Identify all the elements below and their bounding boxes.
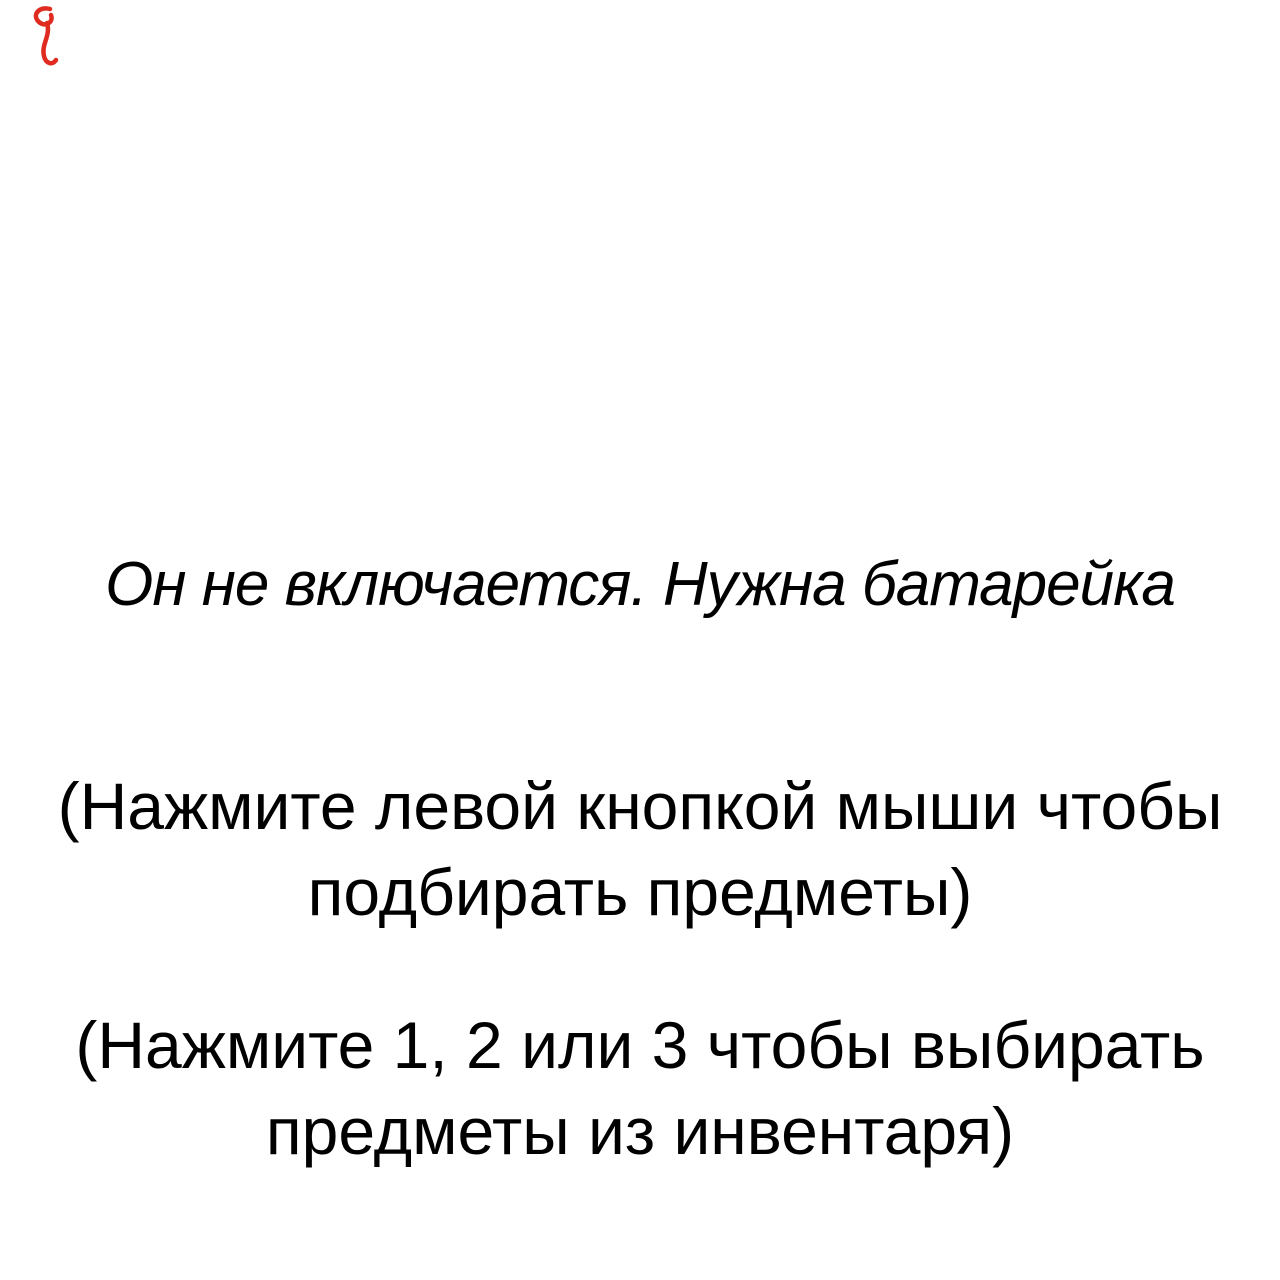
red-scribble-watermark-icon [20, 2, 64, 74]
dialogue-subtitle: Он не включается. Нужна батарейка [105, 550, 1175, 619]
instruction-pickup-items: (Нажмите левой кнопкой мыши чтобы подбирать предметы) [57, 769, 1223, 929]
instruction-inventory-keys: (Нажмите 1, 2 или 3 чтобы выбирать предметы из инвентаря) [75, 1008, 1205, 1168]
